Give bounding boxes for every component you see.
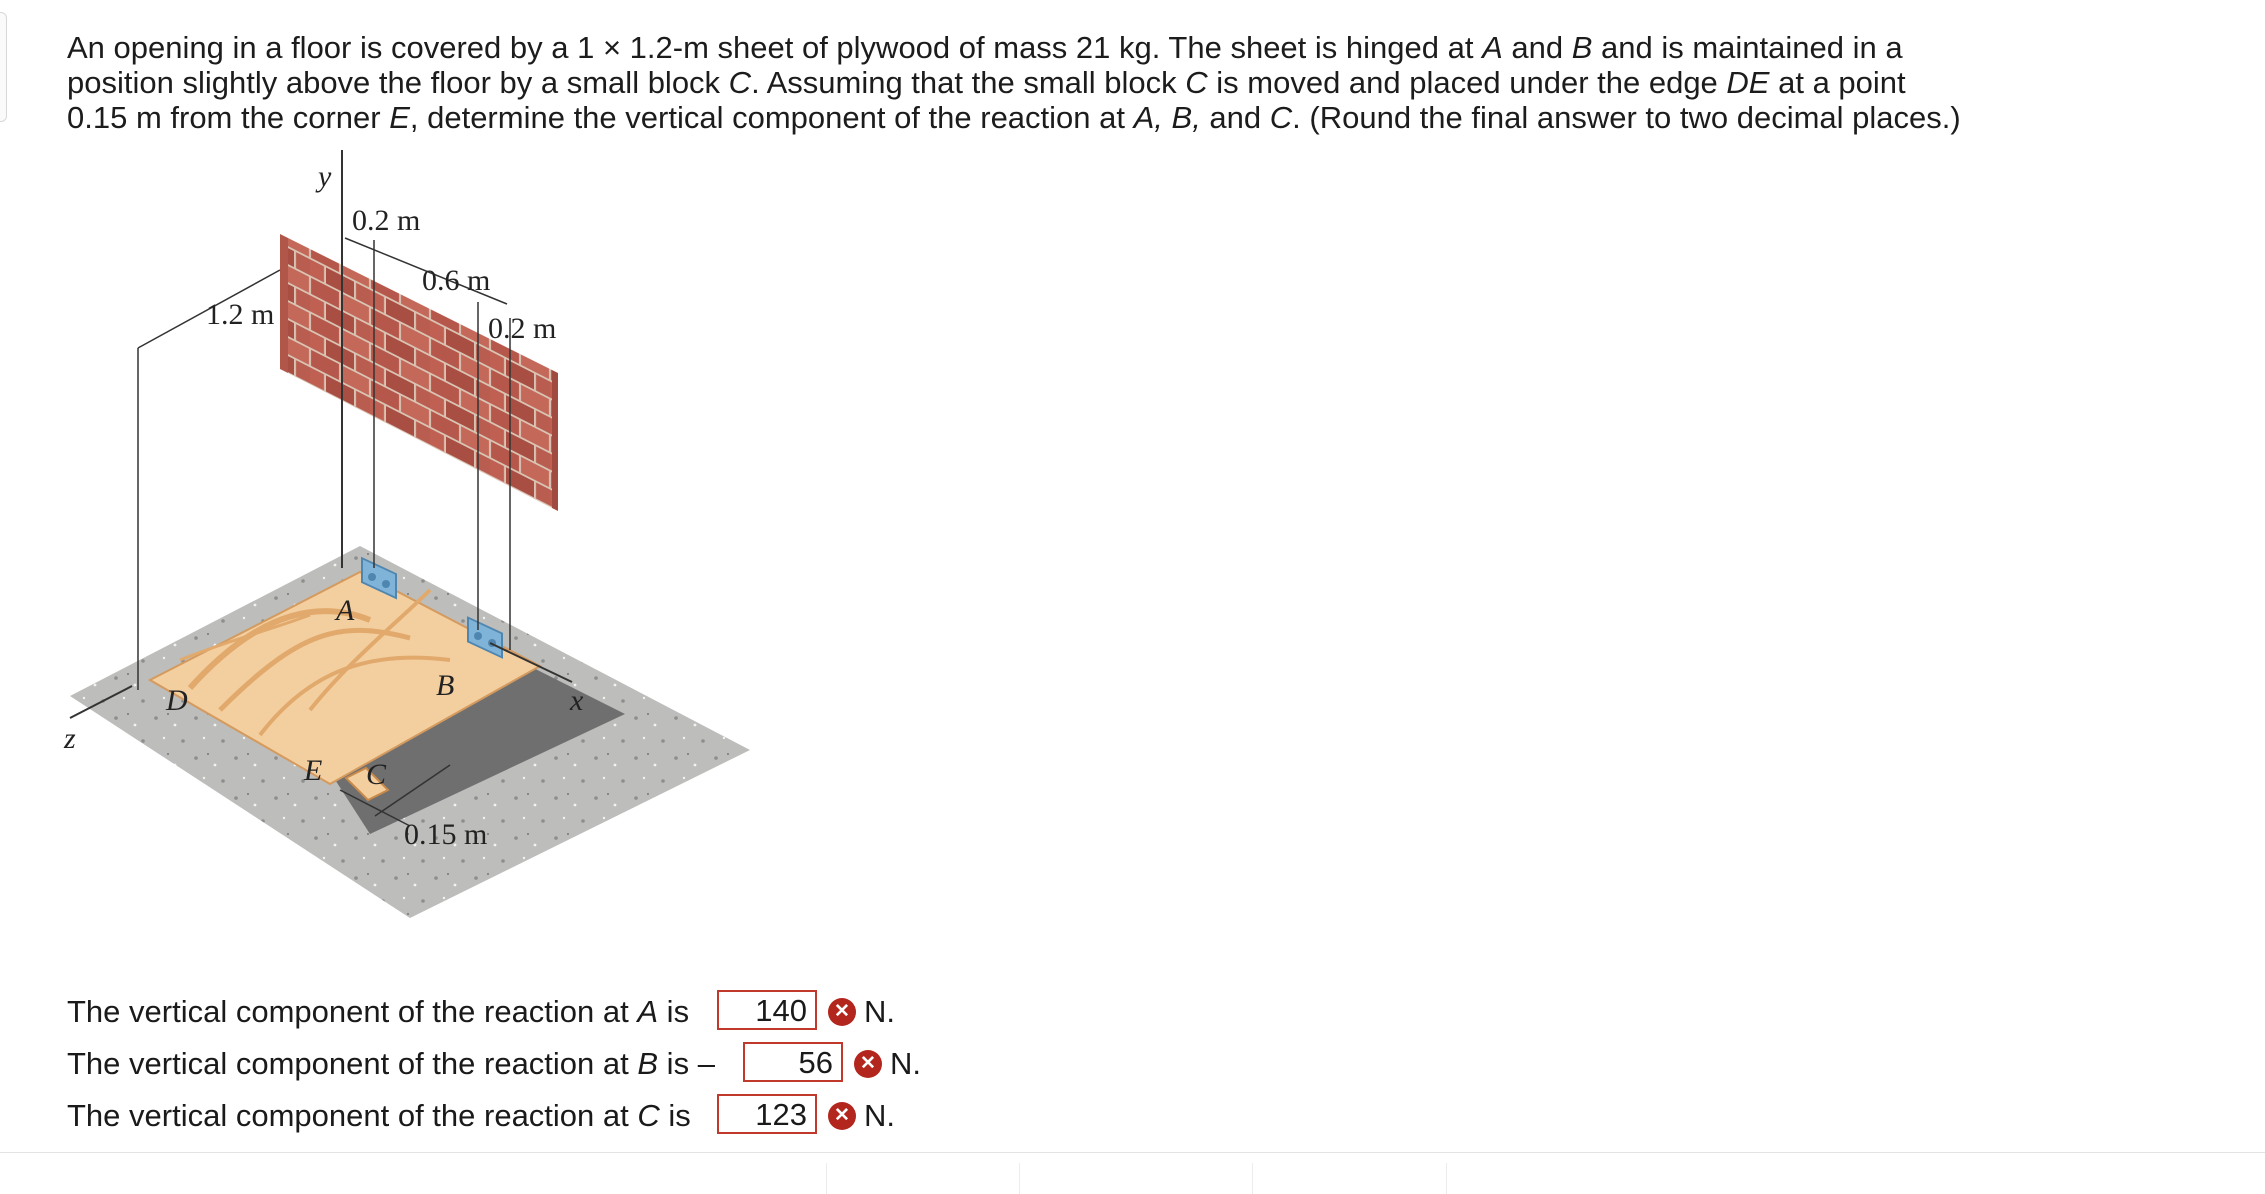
label-z: z [64,722,76,755]
plywood-diagram [64,160,850,960]
unit-label: N. [890,1046,921,1081]
incorrect-icon: ✕ [828,998,856,1026]
side-tab [0,12,7,122]
answer-input-b[interactable]: 56 [743,1042,843,1082]
incorrect-icon: ✕ [854,1050,882,1078]
unit-label: N. [864,994,895,1029]
point-e: E [304,754,323,787]
bottom-toolbar [0,1152,2265,1194]
dim-0-15: 0.15 m [404,818,488,851]
incorrect-icon: ✕ [828,1102,856,1130]
unit-label: N. [864,1098,895,1133]
brick-wall [288,238,552,508]
dim-0-2-right: 0.2 m [488,312,557,345]
answer-input-c[interactable]: 123 [717,1094,817,1134]
answer-label-b: The vertical component of the reaction at B is – [67,1046,715,1081]
dim-1-2: 1.2 m [206,298,275,331]
point-a: A [336,594,355,627]
answer-input-a[interactable]: 140 [717,990,817,1030]
answer-label-c: The vertical component of the reaction at C is [67,1098,691,1133]
answer-label-a: The vertical component of the reaction at A is [67,994,690,1029]
label-y: y [318,160,332,193]
dim-0-2-top: 0.2 m [352,204,421,237]
point-b: B [436,669,455,702]
label-x: x [570,684,584,717]
point-c: C [366,758,387,791]
problem-statement: An opening in a floor is covered by a 1 × 1.2-m sheet of plywood of mass 21 kg. The sheet is hinged at A and B and is maintained in a position slightly above the floor by a small block C. Assuming that the small block C is moved and placed under the edge DE at a point 0.15 m from the corner E, determine the vertical component of the reaction at A, B, and C. (Round the final answer to two decimal places.) [67,30,1961,135]
point-d: D [166,684,188,717]
dim-0-6: 0.6 m [422,264,491,297]
